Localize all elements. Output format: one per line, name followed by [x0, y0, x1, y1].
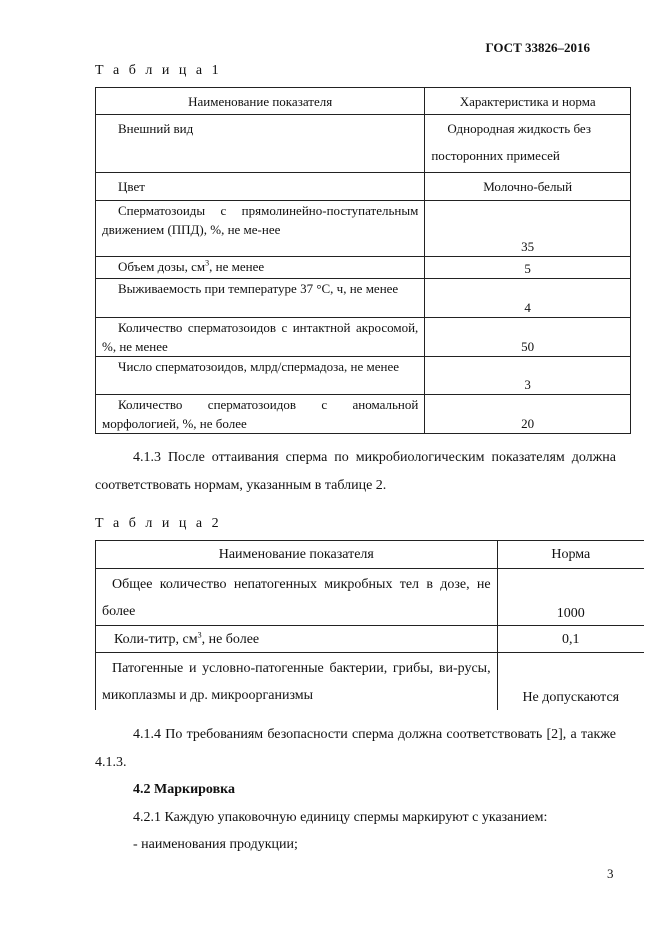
paragraph-4-1-4: 4.1.4 По требованиям безопасности сперма должна соответствовать [2], а также 4.1.3. [95, 727, 616, 770]
table2-header-row [96, 541, 645, 569]
table-row [96, 318, 631, 357]
table1-cell-value: 3 [425, 357, 631, 395]
table1-cell-name-text: Объем дозы, см [118, 259, 206, 274]
table1-cell-name: Цвет [96, 173, 425, 201]
superscript: 3 [205, 258, 210, 268]
table2 [95, 540, 644, 710]
table1 [95, 87, 631, 434]
table-row [96, 173, 631, 201]
document-header: ГОСТ 33826–2016 [485, 40, 590, 55]
table2-cell-name: Патогенные и условно-патогенные бактерии, грибы, ви-русы, микоплазмы и др. микроорганизмы [96, 653, 498, 710]
table1-cell-name: Сперматозоиды с прямолинейно-поступательным движением (ППД), %, не ме-нее [96, 201, 425, 257]
table1-cell-name: Внешний вид [96, 115, 425, 173]
table-row [96, 279, 631, 318]
table1-cell-value: Однородная жидкость без посторонних примесей [425, 115, 631, 173]
table1-header-value: Характеристика и норма [425, 88, 631, 115]
table2-cell-value: 0,1 [497, 626, 644, 653]
section-heading-4-2: 4.2 Маркировка [133, 782, 235, 797]
page-number: 3 [607, 866, 614, 881]
table-row [96, 395, 631, 434]
table1-caption: Т а б л и ц а 1 [95, 63, 222, 78]
table1-cell-name-suffix: , не менее [209, 259, 265, 274]
table1-cell-value: 5 [425, 257, 631, 279]
table1-cell-value: 50 [425, 318, 631, 357]
table1-cell-value: 35 [425, 201, 631, 257]
table-row [96, 201, 631, 257]
table1-cell-name: Количество сперматозоидов с интактной акросомой, %, не менее [96, 318, 425, 357]
table1-cell-name: Выживаемость при температуре 37 °С, ч, не менее [96, 279, 425, 318]
table1-cell-value: 20 [425, 395, 631, 434]
table2-cell-name-suffix: , не более [201, 631, 260, 647]
table2-cell-name-text: Коли-титр, см [114, 631, 198, 647]
table1-cell-value: Молочно-белый [425, 173, 631, 201]
table-row [96, 626, 645, 653]
table2-caption: Т а б л и ц а 2 [95, 516, 222, 531]
table-row [96, 115, 631, 173]
table2-header-name: Наименование показателя [96, 541, 498, 569]
table2-cell-value: Не допускаются [497, 653, 644, 710]
table1-cell-name: Число сперматозоидов, млрд/спермадоза, не менее [96, 357, 425, 395]
paragraph-4-2-1: 4.2.1 Каждую упаковочную единицу спермы маркируют с указанием: [133, 810, 548, 825]
table-row [96, 357, 631, 395]
table-row [96, 257, 631, 279]
table2-cell-value: 1000 [497, 569, 644, 626]
table1-cell-value: 4 [425, 279, 631, 318]
paragraph-4-1-3: 4.1.3 После оттаивания сперма по микробиологическим показателям должна соответствовать нормам, указанным в таблице 2. [95, 450, 616, 493]
table1-cell-name [96, 257, 425, 279]
table2-header-value: Норма [497, 541, 644, 569]
superscript: 3 [197, 629, 202, 639]
list-item: - наименования продукции; [133, 837, 298, 852]
table2-cell-name: Общее количество непатогенных микробных тел в дозе, не более [96, 569, 498, 626]
table1-header-row [96, 88, 631, 115]
table1-cell-name: Количество сперматозоидов с аномальной морфологией, %, не более [96, 395, 425, 434]
table-row [96, 569, 645, 626]
table-row [96, 653, 645, 710]
table2-cell-name [96, 626, 498, 653]
table1-header-name: Наименование показателя [96, 88, 425, 115]
